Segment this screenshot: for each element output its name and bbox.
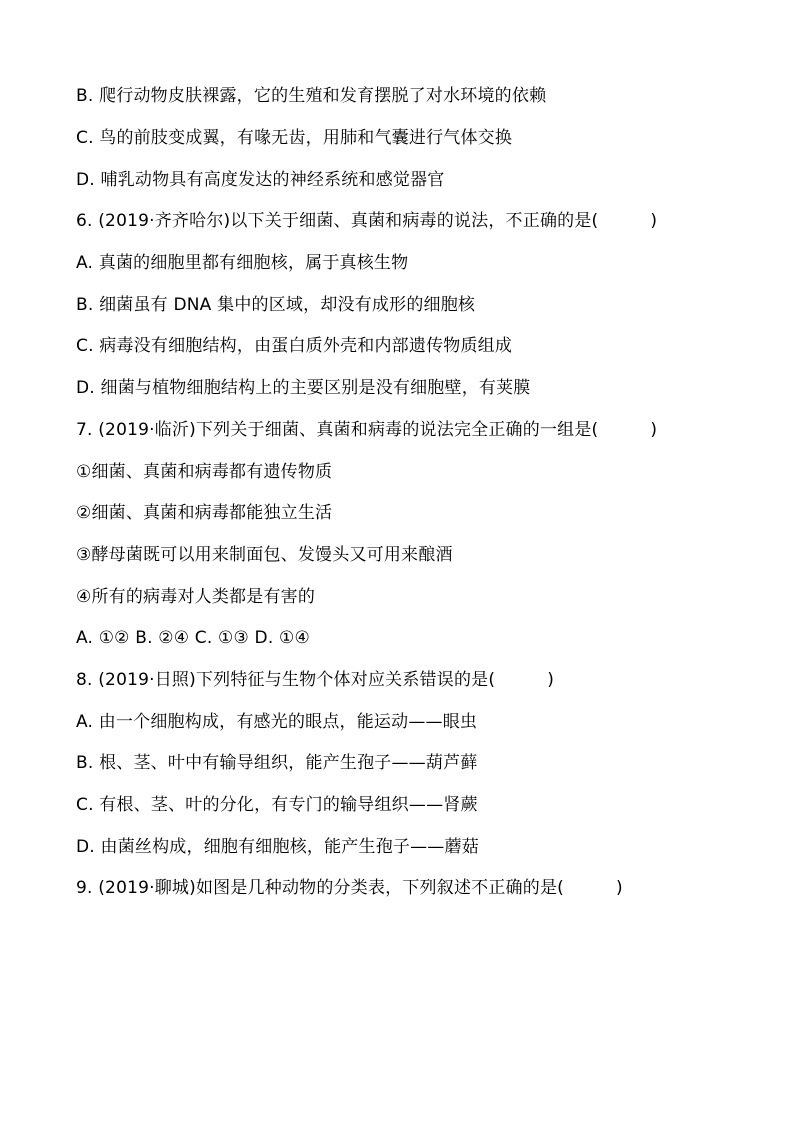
option-6a: A. 真菌的细胞里都有细胞核，属于真核生物 [76,253,409,273]
question-9-close-paren: ) [616,878,623,898]
option-8d: D. 由菌丝构成，细胞有细胞核，能产生孢子——蘑菇 [76,837,479,857]
question-8-text: 8. (2019·日照)下列特征与生物个体对应关系错误的是( [76,670,496,690]
statement-7-1: ①细菌、真菌和病毒都有遗传物质 [76,462,333,482]
option-6d: D. 细菌与植物细胞结构上的主要区别是没有细胞壁，有荚膜 [76,378,531,398]
question-6 [76,209,657,233]
option-5d: D. 哺乳动物具有高度发达的神经系统和感觉器官 [76,170,445,190]
option-5b: B. 爬行动物皮肤裸露，它的生殖和发育摆脱了对水环境的依赖 [76,86,547,106]
question-6-close-paren: ) [650,211,658,231]
question-6-text: 6. (2019·齐齐哈尔)以下关于细菌、真菌和病毒的说法，不正确的是( [76,211,599,231]
option-5c: C. 鸟的前肢变成翼，有喙无齿，用肺和气囊进行气体交换 [76,128,513,148]
statement-7-3: ③酵母菌既可以用来制面包、发馒头又可用来酿酒 [76,545,453,565]
question-7-close-paren: ) [650,420,658,440]
question-8-close-paren: ) [547,670,555,690]
question-7-text: 7. (2019·临沂)下列关于细菌、真菌和病毒的说法完全正确的一组是( [76,420,599,440]
question-8 [76,668,554,692]
statement-7-4: ④所有的病毒对人类都是有害的 [76,587,316,607]
question-7 [76,418,657,442]
option-6c: C. 病毒没有细胞结构，由蛋白质外壳和内部遗传物质组成 [76,336,513,356]
question-9 [76,876,623,900]
options-7: A. ①② B. ②④ C. ①③ D. ①④ [76,628,310,648]
statement-7-2: ②细菌、真菌和病毒都能独立生活 [76,503,333,523]
question-9-text: 9. (2019·聊城)如图是几种动物的分类表，下列叙述不正确的是( [76,878,564,898]
option-8b: B. 根、茎、叶中有输导组织，能产生孢子——葫芦藓 [76,753,478,773]
option-8c: C. 有根、茎、叶的分化，有专门的输导组织——肾蕨 [76,795,478,815]
option-6b: B. 细菌虽有 DNA 集中的区域，却没有成形的细胞核 [76,295,476,315]
option-8a: A. 由一个细胞构成，有感光的眼点，能运动——眼虫 [76,712,478,732]
